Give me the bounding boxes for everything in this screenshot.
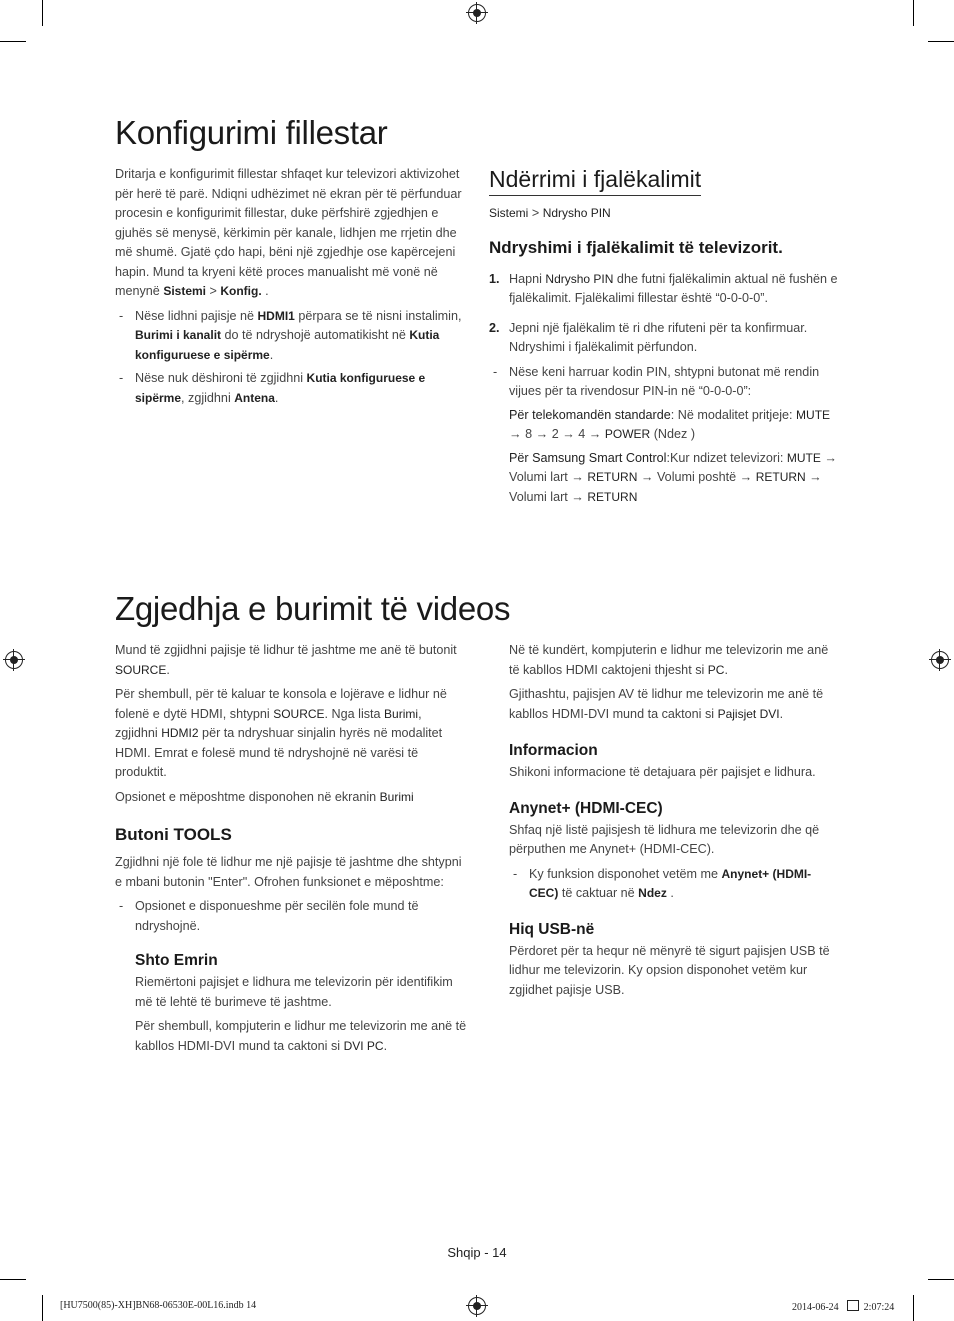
source-left-column — [115, 641, 467, 1056]
pin-step-2: 2. Jepni një fjalëkalim të ri dhe rifuteni për ta konfirmuar. Ndryshimi i fjalëkalimit përfundon. — [489, 320, 808, 354]
registration-mark-icon — [468, 4, 486, 22]
source-r-p2: Gjithashtu, pajisjen AV të lidhur me televizorin me anë të kabllos HDMI-DVI mund ta caktoni si Pajisjet DVI. — [509, 687, 824, 721]
anynet-note: - Ky funksion disponohet vetëm me Anynet+ (HDMI-CEC) të caktuar në Ndez . — [513, 866, 812, 900]
crop-mark — [928, 41, 954, 42]
clock-glyph-icon — [847, 1300, 859, 1311]
setup-note-1: - Nëse lidhni pajisje në HDMI1 përpara se të nisni instalimin, Burimi i kanalit do të ndryshojë automatikisht në Kutia konfiguruese e sipërme. — [119, 308, 462, 362]
source-right-column — [509, 641, 839, 1000]
crop-mark — [913, 1295, 914, 1321]
tools-description: Zgjidhni një fole të lidhur me një pajisje të jashtme dhe shtypni e mbani butonin "Enter". Ofrohen funksionet e mëposhtme: — [115, 855, 462, 889]
rename-title: Shto Emrin — [135, 952, 218, 969]
crop-mark — [913, 0, 914, 26]
source-p2: Për shembull, për të kaluar te konsola e lojërave e lidhur në folenë e dytë HDMI, shtypni SOURCE. Nga lista Burimi, zgjidhni HDMI2 për ta ndryshuar sinjalin hyrës në modalitet HDMI. Emrat e folesë mund të ndryshojnë në varësi të produktit. — [115, 687, 447, 779]
source-r-p1: Në të kundërt, kompjuterin e lidhur me televizorin me anë të kabllos HDMI caktojeni thjesht si PC. — [509, 643, 829, 677]
info-description: Shikoni informacione të detajuara për pajisjet e lidhura. — [509, 765, 816, 779]
crop-mark — [0, 41, 26, 42]
source-p1: Mund të zgjidhni pajisje të lidhur të jashtme me anë të butonit SOURCE. — [115, 643, 457, 677]
pin-standard-remote: Për telekomandën standarde: Në modalitet pritjeje: MUTE → 8 → 2 → 4 → POWER (Ndez ) — [509, 407, 831, 441]
anynet-description: Shfaq një listë pajisjesh të lidhura me televizorin dhe që përputhen me Anynet+ (HDMI-CEC). — [509, 822, 820, 856]
section-title-source: Zgjedhja e burimit të videos — [115, 590, 511, 627]
source-p3: Opsionet e mëposhtme disponohen në ekranin Burimi — [115, 789, 414, 804]
tools-title: Butoni TOOLS — [115, 825, 232, 844]
registration-mark-icon — [468, 1297, 486, 1315]
crop-mark — [928, 1279, 954, 1280]
rename-block — [115, 952, 467, 1056]
rename-p1: Riemërtoni pajisjet e lidhura me televizorin për identifikim më të lehtë të burimeve të jashtme. — [135, 975, 453, 1009]
registration-mark-icon — [5, 651, 23, 669]
anynet-title: Anynet+ (HDMI-CEC) — [509, 799, 663, 817]
pin-smart-control: Për Samsung Smart Control:Kur ndizet televizori: MUTE → Volumi lart → RETURN → Volumi poshtë → RETURN → Volumi lart → RETURN — [509, 450, 837, 504]
rename-p2: Për shembull, kompjuterin e lidhur me televizorin me anë të kabllos HDMI-DVI mund ta caktoni si DVI PC. — [135, 1019, 467, 1053]
setup-note-2: - Nëse nuk dëshironi të zgjidhni Kutia konfiguruese e sipërme, zgjidhni Antena. — [119, 371, 426, 405]
info-title: Informacion — [509, 742, 598, 759]
pin-subtitle: Ndryshimi i fjalëkalimit të televizorit. — [489, 237, 783, 257]
setup-intro: Dritarja e konfigurimit fillestar shfaqet kur televizori aktivizohet për herë të parë. Ndiqni udhëzimet në ekran për të përfunduar procesin e konfigurimit fillestar, duke përfshirë zgjedhjen e gjuhës së menysë, kërkimin për kanale, lidhjen me rrjetin dhe më shumë. Gjatë çdo hapi, bëni një zgjedhje ose kapërcejeni hapin. Mund ta kryeni këtë proces manualisht më vonë në menynë Sistemi > Konfig. . — [115, 167, 462, 298]
registration-mark-icon — [931, 651, 949, 669]
usb-title: Hiq USB-në — [509, 920, 595, 938]
pin-menu-path: Sistemi > Ndrysho PIN — [489, 206, 611, 220]
print-file-name: [HU7500(85)-XH]BN68-06530E-00L16.indb 14 — [60, 1300, 257, 1311]
print-timestamp: 2014-06-24 2:07:24 — [792, 1302, 895, 1313]
crop-mark — [0, 1279, 26, 1280]
crop-mark — [42, 0, 43, 26]
section-title-pin: Ndërrimi i fjalëkalimit — [489, 166, 701, 196]
setup-column — [115, 165, 465, 408]
pin-note: - Nëse keni harruar kodin PIN, shtypni butonat më rendin vijues për ta rivendosur PIN-in në “0-0-0-0”: — [493, 364, 820, 398]
tools-note: - Opsionet e disponueshme për secilën fole mund të ndryshojnë. — [119, 899, 419, 933]
page-number: Shqip - 14 — [447, 1245, 507, 1260]
section-title-setup: Konfigurimi fillestar — [115, 114, 388, 151]
crop-mark — [42, 1295, 43, 1321]
pin-column — [489, 166, 839, 507]
usb-description: Përdoret për ta hequr në mënyrë të sigurt pajisjen USB të lidhur me televizorin. Ky opsion disponohet vetëm kur zgjidhet pajisje USB. — [509, 943, 830, 997]
pin-step-1: 1. Hapni Ndrysho PIN dhe futni fjalëkalimin aktual në fushën e fjalëkalimit. Fjalëkalimi fillestar është “0-0-0-0”. — [489, 271, 838, 305]
